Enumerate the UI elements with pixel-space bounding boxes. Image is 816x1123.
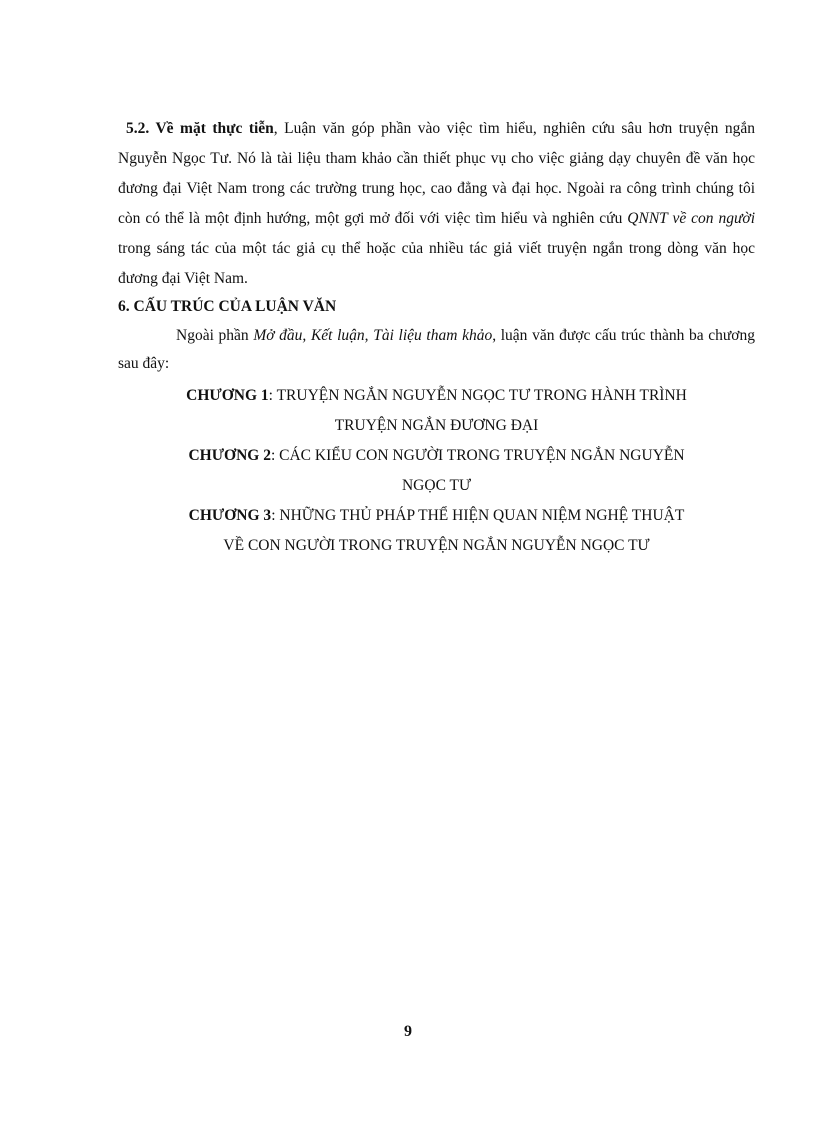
section-6-heading: 6. CẤU TRÚC CỦA LUẬN VĂN: [118, 298, 337, 315]
section-6-intro: [118, 322, 755, 378]
section-5-2-text-1: , Luận văn góp phần vào việc tìm hiểu, nghiên cứu sâu hơn truyện ngắn Nguyễn Ngọc Tư. Nó là tài liệu tham khảo cần thiết phục vụ cho việc giảng dạy chuyên đề văn học đương đại Việt Nam trong các trường trung học, cao đẳng và đại học. Ngoài ra công trình chúng tôi còn có thể là một định hướng, một gợi mở đối với việc tìm hiểu và nghiên cứu: [118, 120, 755, 227]
section-5-2-label: 5.2. Về mặt thực tiễn: [126, 120, 274, 137]
chapter-list: [118, 381, 755, 561]
section-5-2-paragraph: [118, 114, 755, 294]
intro-text-2: , luận văn được cấu trúc thành ba chương sau đây:: [118, 327, 755, 372]
chapter-3-title-2: VỀ CON NGƯỜI TRONG TRUYỆN NGẮN NGUYỄN NGỌC TƯ: [223, 537, 650, 554]
chapter-1-line-1: [118, 381, 755, 411]
intro-italic: Mở đầu, Kết luận, Tài liệu tham khảo: [253, 327, 493, 344]
chapter-3-label: CHƯƠNG 3: [188, 507, 272, 524]
section-5-2-italic: QNNT về con người: [627, 210, 756, 227]
chapter-2-line-1: [118, 441, 755, 471]
chapter-1-title-2: TRUYỆN NGẮN ĐƯƠNG ĐẠI: [334, 417, 539, 434]
chapter-3-line-1: [118, 501, 755, 531]
chapter-1-title-1: : TRUYỆN NGẮN NGUYỄN NGỌC TƯ TRONG HÀNH TRÌNH: [268, 387, 687, 404]
chapter-3-title-1: : NHỮNG THỦ PHÁP THỂ HIỆN QUAN NIỆM NGHỆ THUẬT: [271, 507, 685, 524]
chapter-2-title-2: NGỌC TƯ: [401, 477, 471, 494]
section-5-2-text-2: trong sáng tác của một tác giả cụ thể hoặc của nhiều tác giả viết truyện ngắn trong dòng văn học đương đại Việt Nam.: [118, 240, 755, 287]
page-number: 9: [404, 1023, 412, 1040]
chapter-2-label: CHƯƠNG 2: [188, 447, 271, 464]
intro-text-1: Ngoài phần: [176, 327, 254, 344]
chapter-1-label: CHƯƠNG 1: [186, 387, 269, 404]
chapter-2-title-1: : CÁC KIỂU CON NGƯỜI TRONG TRUYỆN NGẮN NGUYỄN: [270, 447, 685, 464]
